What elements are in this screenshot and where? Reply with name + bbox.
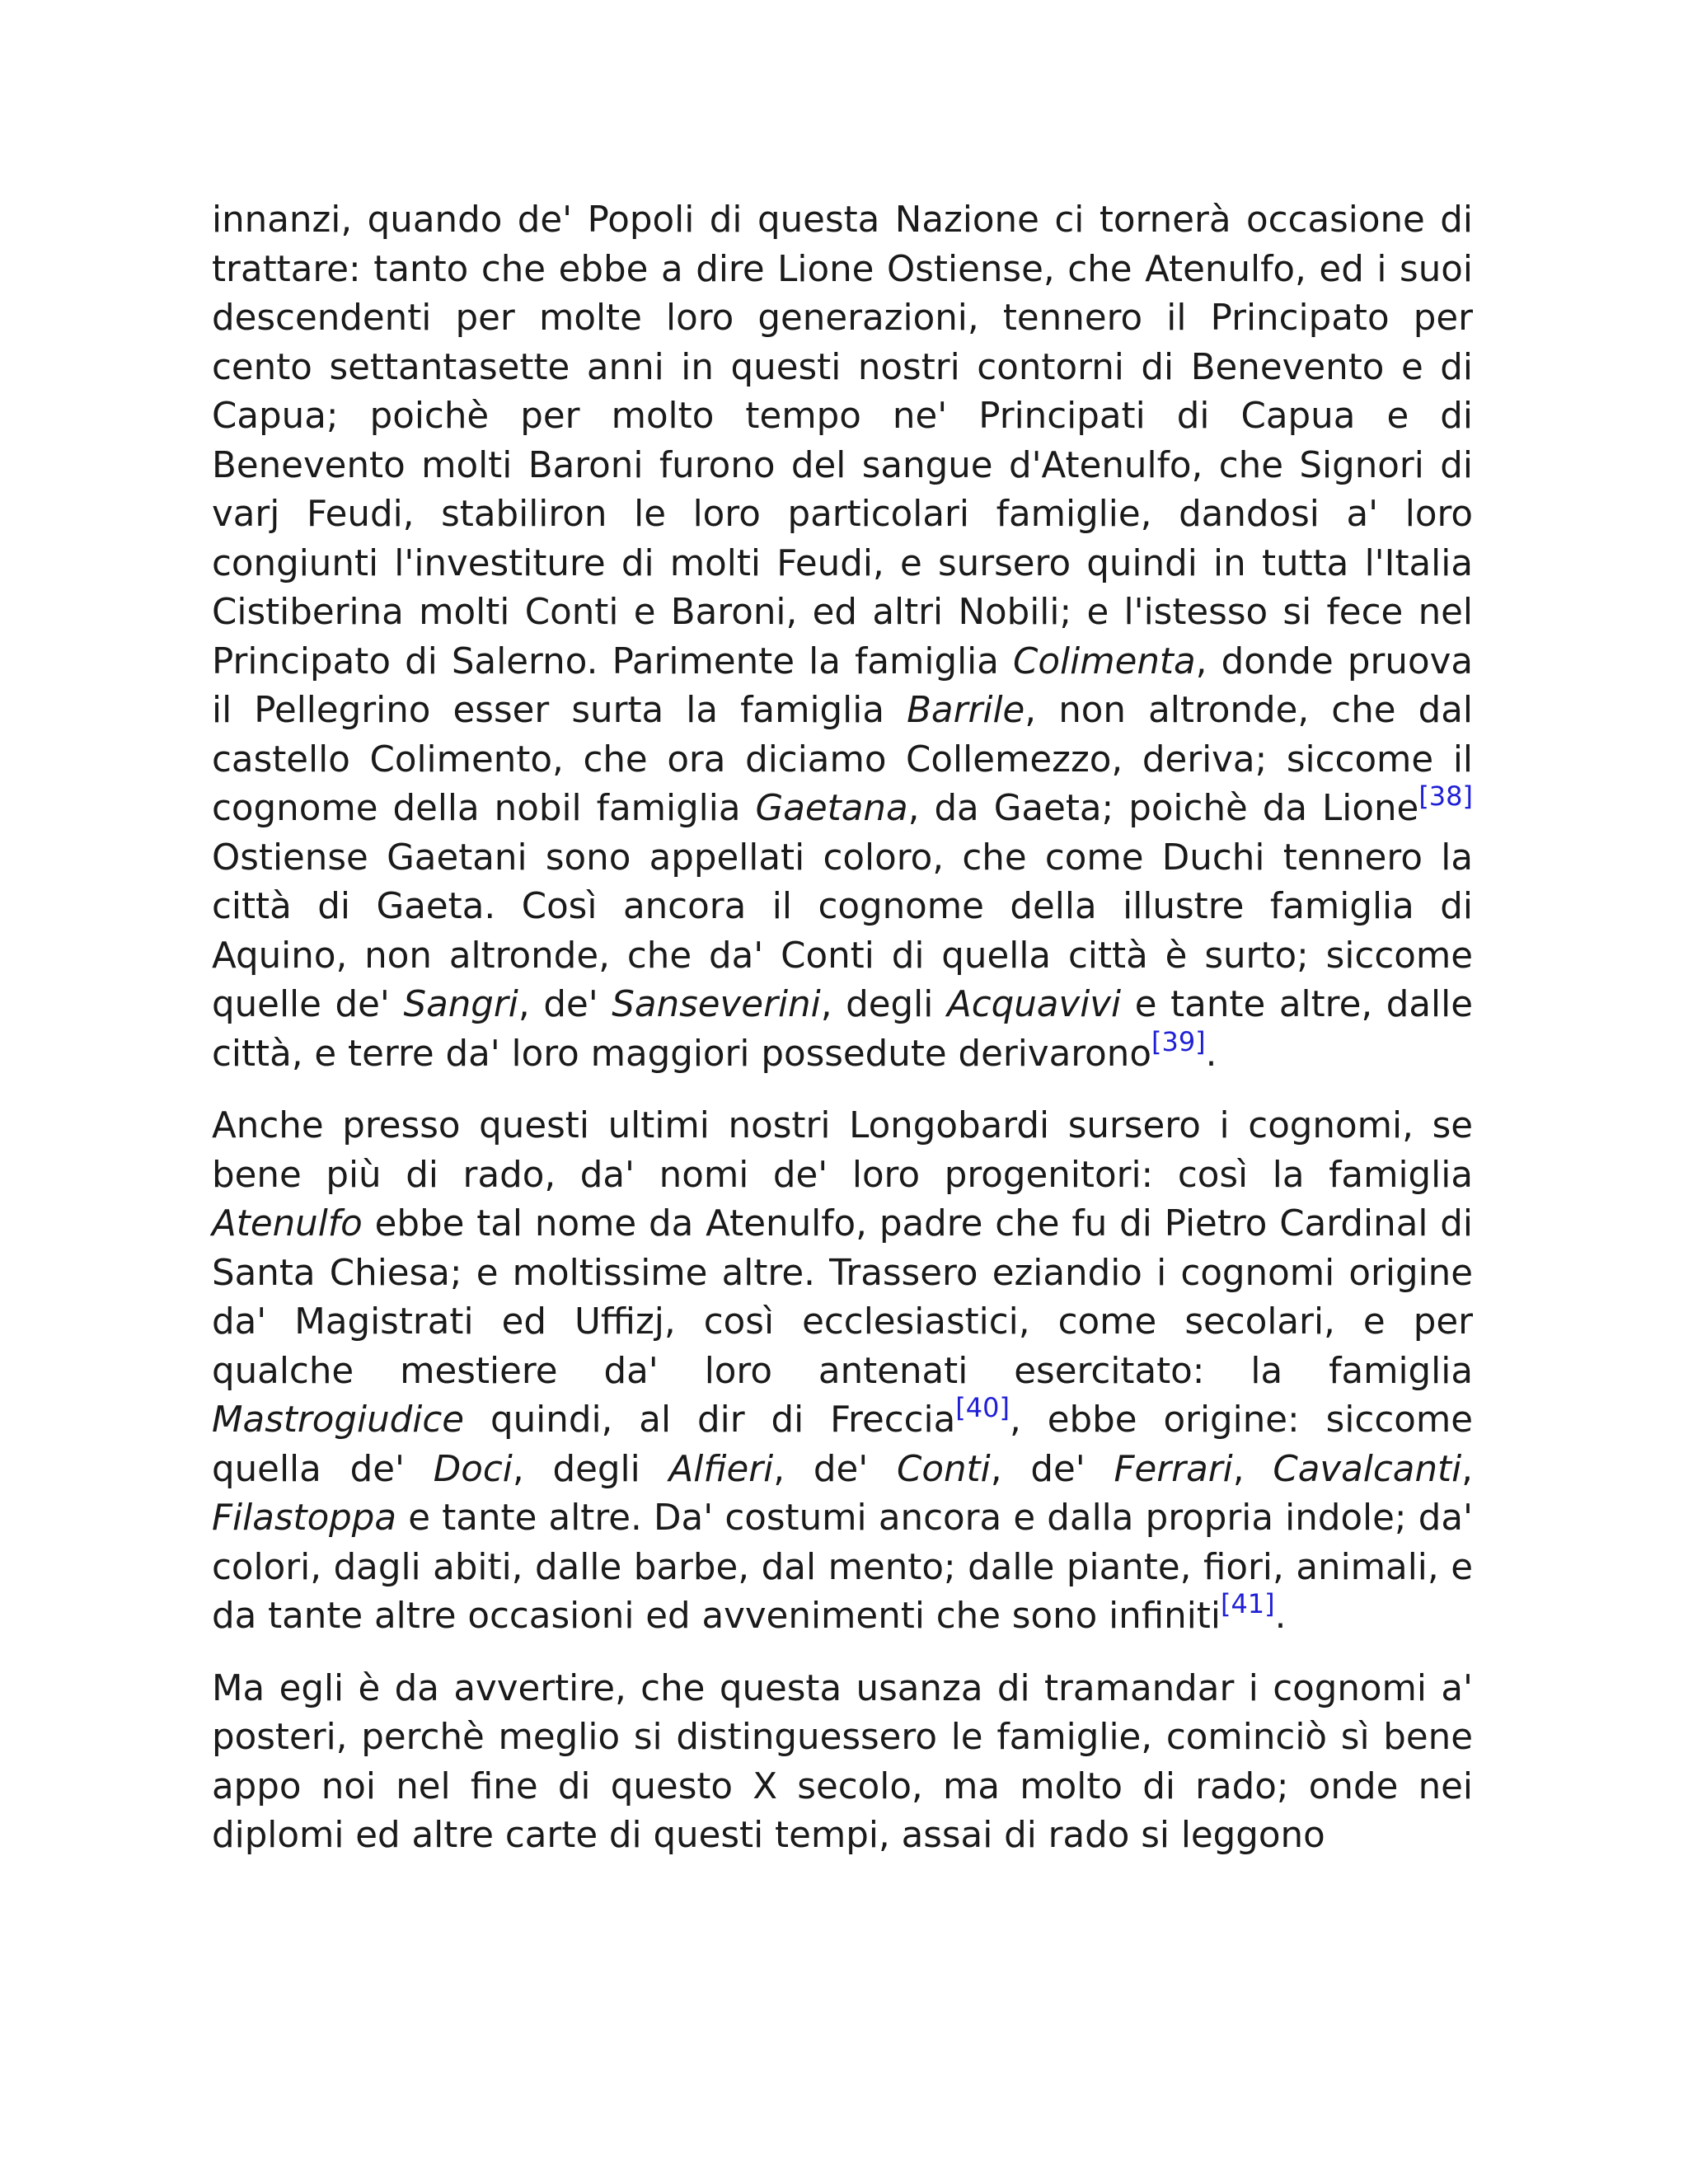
footnote-link[interactable]: [38] xyxy=(1418,780,1473,812)
body-paragraph xyxy=(212,1665,1473,1861)
body-paragraph xyxy=(212,196,1473,1079)
italic-name: Acquavivi xyxy=(946,984,1122,1025)
italic-name: Sanseverini xyxy=(612,984,821,1025)
italic-name: Cavalcanti xyxy=(1273,1448,1462,1490)
text-run: , de' xyxy=(773,1448,897,1490)
text-run: , non altronde, che dal castello Colimento, che ora diciamo Collemezzo, deriva; siccome il cognome della nobil famiglia xyxy=(212,690,1473,829)
text-run: , donde pruova il Pellegrino esser surta la famiglia xyxy=(212,640,1473,731)
italic-name: Atenulfo xyxy=(212,1203,363,1244)
text-run: , de' xyxy=(518,984,612,1025)
footnote-link[interactable]: [39] xyxy=(1151,1025,1206,1057)
text-run: , degli xyxy=(820,984,947,1025)
text-run: e tante altre. Da' costumi ancora e dalla propria indole; da' colori, dagli abiti, dalle barbe, dal mento; dalle piante, fiori, animali, e da tante altre occasioni ed avvenimenti che sono infiniti xyxy=(212,1497,1473,1637)
text-run: innanzi, quando de' Popoli di questa Nazione ci tornerà occasione di trattare: tanto che ebbe a dire Lione Ostiense, che Atenulfo, ed i suoi descendenti per molte loro generazioni, tennero il Principato per cento settantasette anni in questi nostri contorni di Benevento e di Capua; poichè per molto tempo ne' Principati di Capua e di Benevento molti Baroni furono del sangue d'Atenulfo, che Signori di varj Feudi, stabiliron le loro particolari famiglie, dandosi a' loro congiunti l'investiture di molti Feudi, e sursero quindi in tutta l'Italia Cistiberina molti Conti e Baroni, ed altri Nobili; e l'istesso si fece nel Principato di Salerno. Parimente la famiglia xyxy=(212,199,1473,682)
italic-name: Doci xyxy=(433,1448,513,1490)
text-run: e tante altre, dalle città, e terre da' loro maggiori possedute derivarono xyxy=(212,984,1473,1075)
italic-name: Colimenta xyxy=(1013,640,1196,682)
text-run: Anche presso questi ultimi nostri Longobardi sursero i cognomi, se bene più di rado, da' nomi de' loro progenitori: così la famiglia xyxy=(212,1105,1473,1196)
body-paragraph xyxy=(212,1102,1473,1642)
footnote-link[interactable]: [41] xyxy=(1220,1588,1275,1619)
document-page xyxy=(212,196,1473,1861)
text-run: . xyxy=(1205,1033,1217,1075)
text-run: , xyxy=(1461,1448,1473,1490)
text-run: ebbe tal nome da Atenulfo, padre che fu di Pietro Cardinal di Santa Chiesa; e moltissime altre. Trassero eziandio i cognomi origine da' Magistrati ed Uffizj, così ecclesiastici, come secolari, e per qualche mestiere da' loro antenati esercitato: la famiglia xyxy=(212,1203,1473,1392)
italic-name: Filastoppa xyxy=(212,1497,397,1539)
footnote-link[interactable]: [40] xyxy=(955,1392,1010,1423)
text-run: , degli xyxy=(512,1448,669,1490)
italic-name: Ferrari xyxy=(1114,1448,1233,1490)
italic-name: Barrile xyxy=(907,690,1025,731)
text-run: , de' xyxy=(990,1448,1114,1490)
text-run: , xyxy=(1232,1448,1273,1490)
text-run: , da Gaeta; poichè da Lione xyxy=(907,788,1419,829)
italic-name: Conti xyxy=(897,1448,991,1490)
text-run: Ostiense Gaetani sono appellati coloro, che come Duchi tennero la città di Gaeta. Così ancora il cognome della illustre famiglia di Aquino, non altronde, che da' Conti di quella città è surto; siccome quelle de' xyxy=(212,837,1473,1025)
text-run: . xyxy=(1274,1596,1287,1637)
italic-name: Sangri xyxy=(403,984,518,1025)
text-run: Ma egli è da avvertire, che questa usanza di tramandar i cognomi a' posteri, perchè meglio si distinguessero le famiglie, cominciò sì bene appo noi nel fine di questo X secolo, ma molto di rado; onde nei diplomi ed altre carte di questi tempi, assai di rado si leggono xyxy=(212,1667,1473,1856)
italic-name: Mastrogiudice xyxy=(212,1399,465,1441)
italic-name: Gaetana xyxy=(755,788,908,829)
italic-name: Alfieri xyxy=(668,1448,774,1490)
text-run: quindi, al dir di Freccia xyxy=(464,1399,956,1441)
text-run: , ebbe origine: siccome quella de' xyxy=(212,1399,1473,1490)
